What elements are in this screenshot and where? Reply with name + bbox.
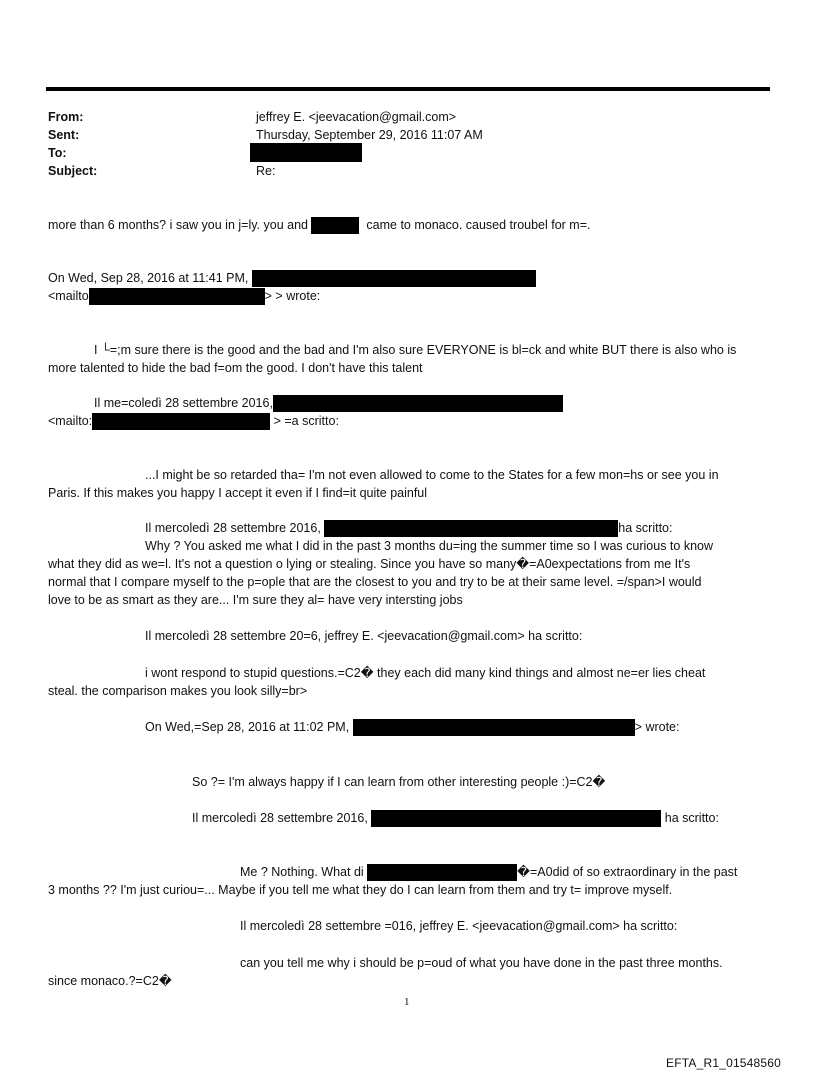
- from-label: From:: [48, 110, 84, 124]
- from-value: jeffrey E. <jeevacation@gmail.com>: [256, 110, 457, 124]
- quote-header: Il mercoledì 28 settembre =016, jeffrey E. <jeevacation@gmail.com> ha scritto:: [240, 919, 678, 933]
- body-line: since monaco.?=C2�: [48, 974, 172, 988]
- quote-header: Il mercoledì 28 settembre 20=6, jeffrey E. <jeevacation@gmail.com> ha scritto:: [145, 629, 583, 643]
- quote-header: Il me=coledì 28 settembre 2016,: [94, 395, 563, 412]
- quote-header: <mailto > > wrote:: [48, 289, 321, 303]
- quote-header: Il mercoledì 28 settembre 2016, ha scritto:: [192, 811, 719, 825]
- redaction: [252, 270, 536, 287]
- quote-header: On Wed, Sep 28, 2016 at 11:41 PM,: [48, 270, 536, 287]
- redaction: [311, 217, 359, 234]
- subject-value: Re:: [256, 164, 276, 178]
- to-redaction: [250, 143, 362, 162]
- quote-header: Il mercoledì 28 settembre 2016, ha scritto:: [145, 521, 673, 535]
- redaction: [92, 413, 270, 430]
- body-line: normal that I compare myself to the p=ople that are the closest to you and try to be at their same level. =/span>I would: [48, 575, 702, 589]
- body-line: So ?= I'm always happy if I can learn from other interesting people :)=C2�: [192, 775, 606, 789]
- redaction: [324, 520, 618, 537]
- subject-label: Subject:: [48, 164, 98, 178]
- header-rule: [46, 87, 770, 91]
- redaction: [353, 719, 635, 736]
- quote-header: On Wed,=Sep 28, 2016 at 11:02 PM, > wrote:: [145, 720, 680, 734]
- sent-label: Sent:: [48, 128, 80, 142]
- page-number: 1: [404, 996, 410, 1008]
- quote-header: <mailto: > =a scritto:: [48, 414, 339, 428]
- redaction: [371, 810, 661, 827]
- redaction: [367, 864, 517, 881]
- document-id: EFTA_R1_01548560: [666, 1056, 782, 1070]
- body-line: more than 6 months? i saw you in j=ly. you and came to monaco. caused troubel for m=.: [48, 218, 591, 232]
- body-line: 3 months ?? I'm just curiou=... Maybe if you tell me what they do I can learn from them and try t= improve myself.: [48, 883, 673, 897]
- body-line: love to be as smart as they are... I'm sure they al= have very intersting jobs: [48, 593, 463, 607]
- sent-value: Thursday, September 29, 2016 11:07 AM: [256, 128, 483, 142]
- redaction: [89, 288, 265, 305]
- body-line: ...I might be so retarded tha= I'm not even allowed to come to the States for a few mon=hs or see you in: [145, 468, 719, 482]
- body-line: what they did as we=l. It's not a question o lying or stealing. Since you have so many�=A0expectations from me It's: [48, 557, 691, 571]
- body-line: more talented to hide the bad f=om the good. I don't have this talent: [48, 361, 423, 375]
- redaction: [273, 395, 563, 412]
- body-line: can you tell me why i should be p=oud of what you have done in the past three months.: [240, 956, 723, 970]
- to-label: To:: [48, 146, 67, 160]
- body-line: I └=;m sure there is the good and the bad and I'm also sure EVERYONE is bl=ck and white BUT there is also who is: [94, 343, 737, 357]
- body-line: Me ? Nothing. What di �=A0did of so extraordinary in the past: [240, 865, 738, 879]
- body-line: Paris. If this makes you happy I accept it even if I find=it quite painful: [48, 486, 428, 500]
- body-line: i wont respond to stupid questions.=C2� they each did many kind things and almost ne=er lies cheat: [145, 666, 706, 680]
- body-line: steal. the comparison makes you look silly=br>: [48, 684, 308, 698]
- body-line: Why ? You asked me what I did in the past 3 months du=ing the summer time so I was curious to know: [145, 539, 713, 553]
